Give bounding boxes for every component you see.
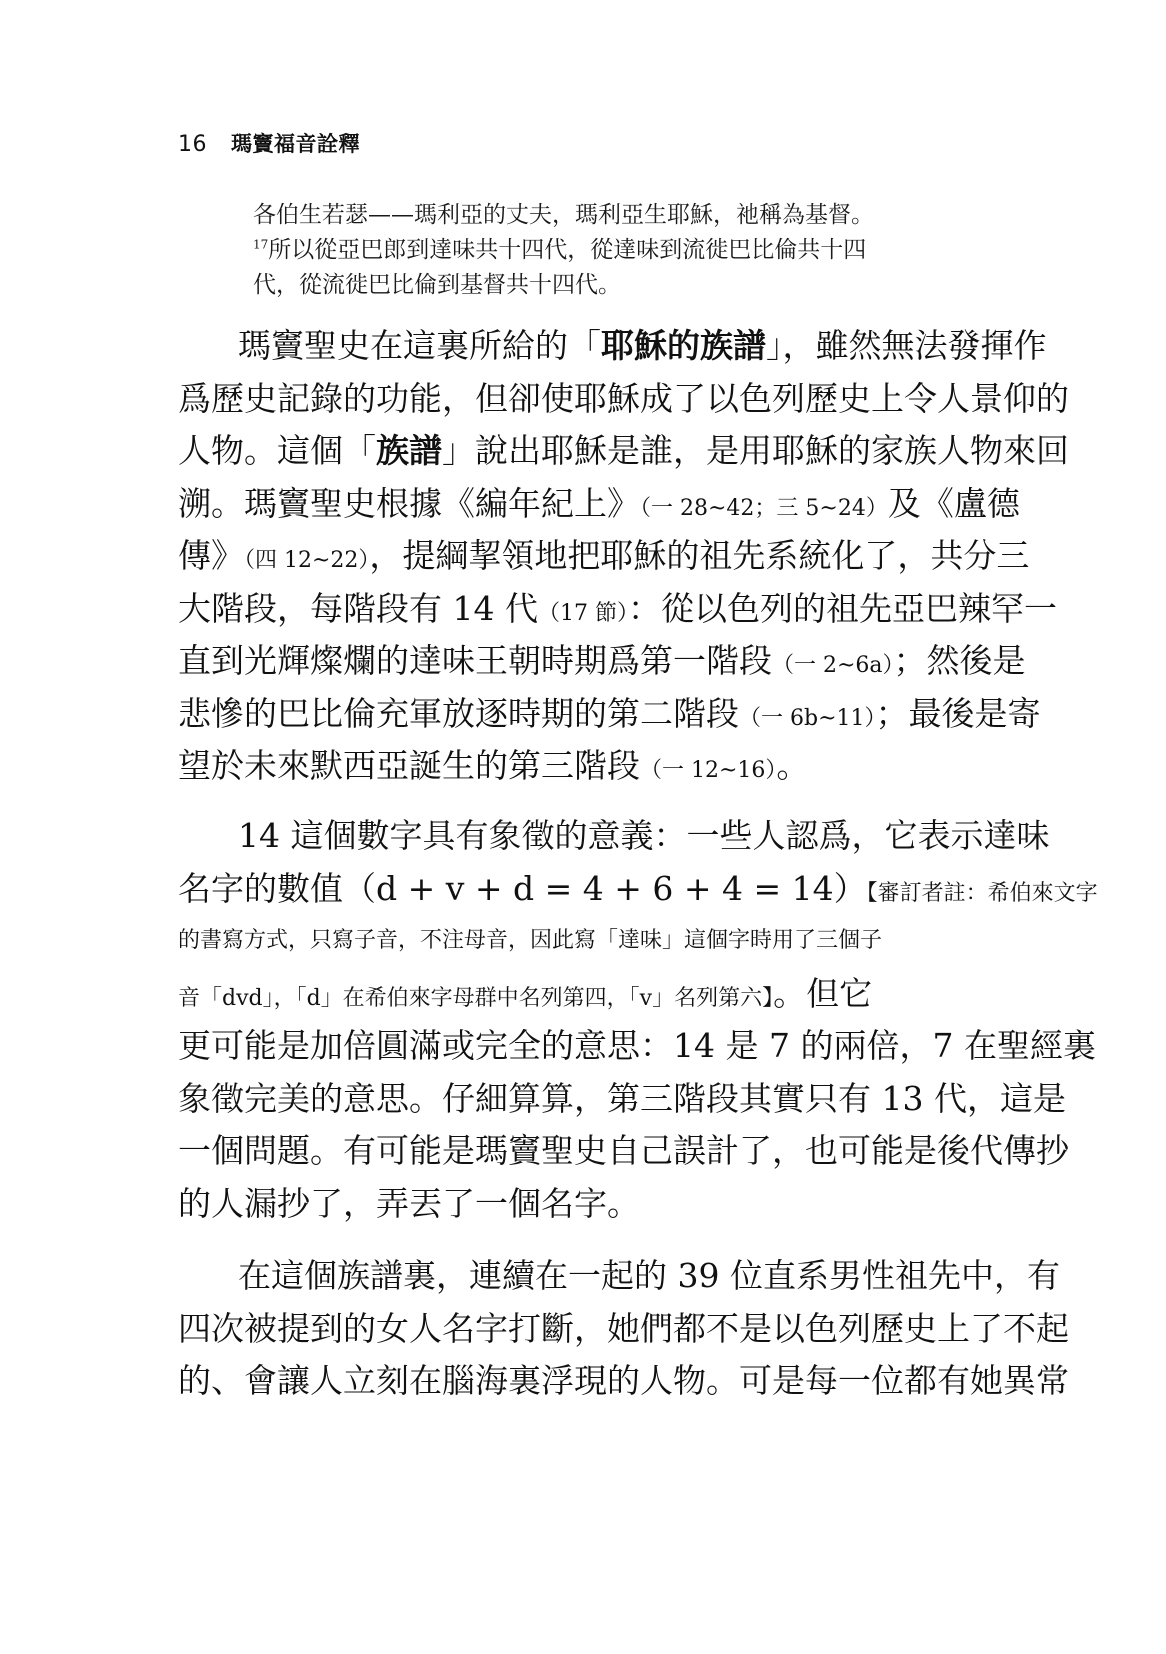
quote-line: $^{17}$所以從亞巴郎到達味共十四代，從達味到流徙巴比倫共十四 xyxy=(253,237,867,263)
text-line: 望於未來默西亞誕生的第三階段（一 12~16）。 xyxy=(178,746,810,785)
text-line: 名字的數值（d + v + d = 4 + 6 + 4 = 14）【審訂者註：希伯來文字 xyxy=(178,868,1098,908)
quote-line: 代，從流徙巴比倫到基督共十四代。 xyxy=(253,272,621,298)
scripture-quote xyxy=(253,198,953,303)
citation: （17 節） xyxy=(537,600,628,626)
editor-note-line: 的書寫方式，只寫子音，不注母音，因此寫「達味」這個字時用了三個子 xyxy=(178,928,883,953)
editor-note: 【審訂者註：希伯來文字 xyxy=(866,880,1098,906)
text-line: 瑪竇聖史在這裏所給的「耶穌的族譜」，雖然無法發揮作 xyxy=(238,326,1047,365)
text-line: 傳》（四 12~22），提綱挈領地把耶穌的祖先系統化了，共分三 xyxy=(178,536,1030,575)
quote-line: 各伯生若瑟——瑪利亞的丈夫，瑪利亞生耶穌，祂稱為基督。 xyxy=(253,202,874,228)
text-line: 更可能是加倍圓滿或完全的意思：14 是 7 的兩倍，7 在聖經裏 xyxy=(178,1026,1096,1065)
emphasis: 耶穌的族譜 xyxy=(601,326,766,365)
citation: （一 28~42；三 5~24） xyxy=(640,495,888,521)
running-header xyxy=(178,128,360,158)
paragraph-2 xyxy=(178,810,1098,1230)
citation: （一 2~6a） xyxy=(772,653,894,678)
text-line: 悲慘的巴比倫充軍放逐時期的第二階段（一 6b~11）；最後是寄 xyxy=(178,693,1041,733)
citation: （一 6b~11） xyxy=(739,705,876,731)
text-line: 爲歷史記錄的功能，但卻使耶穌成了以色列歷史上令人景仰的 xyxy=(178,378,1069,418)
text-line: 大階段，每階段有 14 代（17 節）：從以色列的祖先亞巴辣罕一 xyxy=(178,588,1057,628)
verse-number: 17 xyxy=(253,237,269,252)
text-line: 的人漏抄了，弄丟了一個名字。 xyxy=(178,1183,640,1223)
text-line: 在這個族譜裏，連續在一起的 39 位直系男性祖先中，有 xyxy=(238,1256,1060,1295)
page-number: 16 xyxy=(178,132,207,157)
citation: （一 12~16） xyxy=(640,758,777,783)
text-line: 的、會讓人立刻在腦海裏浮現的人物。可是每一位都有她異常 xyxy=(178,1361,1069,1400)
text-line: 音「dvd」，「d」在希伯來字母群中名列第四，「v」名列第六】。但它 xyxy=(178,973,873,1013)
text-line: 直到光輝燦爛的達味王朝時期爲第一階段（一 2~6a）；然後是 xyxy=(178,641,1026,680)
text-line: 一個問題。有可能是瑪竇聖史自己誤計了，也可能是後代傳抄 xyxy=(178,1131,1069,1170)
text-line: 溯。瑪竇聖史根據《編年紀上》（一 28~42；三 5~24）及《盧德 xyxy=(178,483,1020,523)
text-line: 象徵完美的意思。仔細算算，第三階段其實只有 13 代，這是 xyxy=(178,1078,1066,1118)
editor-note: 音「dvd」，「d」在希伯來字母群中名列第四，「v」名列第六】 xyxy=(178,985,774,1011)
text-line: 四次被提到的女人名字打斷，她們都不是以色列歷史上了不起 xyxy=(178,1308,1069,1348)
emphasis: 族譜 xyxy=(376,431,442,470)
paragraph-1 xyxy=(178,320,1069,793)
text-line: 人物。這個「族譜」說出耶穌是誰，是用耶穌的家族人物來回 xyxy=(178,431,1069,470)
text-line: 14 這個數字具有象徵的意義：一些人認爲，它表示達味 xyxy=(238,816,1050,855)
paragraph-3 xyxy=(178,1250,1069,1408)
citation: （四 12~22） xyxy=(244,548,370,573)
book-title: 瑪竇福音詮釋 xyxy=(231,132,360,156)
